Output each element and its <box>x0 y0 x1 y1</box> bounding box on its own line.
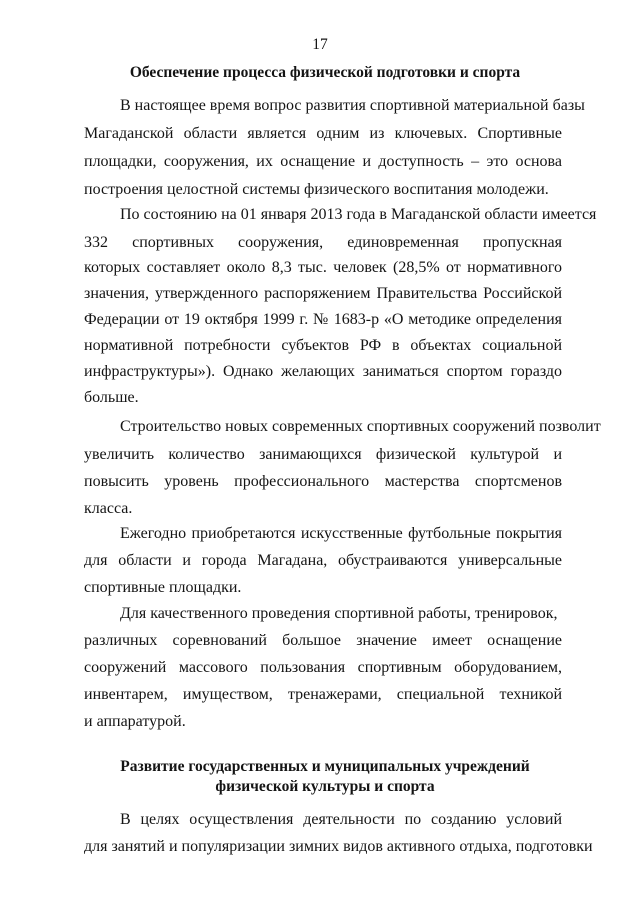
text-line: инвентарем, имуществом, тренажерами, специальной техникой <box>84 686 562 703</box>
text-line: больше. <box>84 389 139 406</box>
text-line: для области и города Магадана, обустраиваются универсальные <box>84 552 562 569</box>
text-line: Магаданской области является одним из ключевых. Спортивные <box>84 125 562 142</box>
text-line: и аппаратурой. <box>84 713 186 730</box>
text-line: В целях осуществления деятельности по созданию условий <box>120 811 562 828</box>
text-line: сооружений массового пользования спортивным оборудованием, <box>84 659 562 676</box>
text-line: повысить уровень профессионального мастерства спортсменов <box>84 473 562 490</box>
text-line: Для качественного проведения спортивной работы, тренировок, <box>120 605 558 622</box>
text-line: которых составляет около 8,3 тыс. человек (28,5% от нормативного <box>84 259 562 276</box>
text-line: Строительство новых современных спортивных сооружений позволит <box>120 418 601 435</box>
text-line: В настоящее время вопрос развития спортивной материальной базы <box>120 97 585 114</box>
text-line: площадки, сооружения, их оснащение и доступность – это основа <box>84 153 562 170</box>
text-line: Федерации от 19 октября 1999 г. № 1683-р «О методике определения <box>84 311 562 328</box>
text-line: класса. <box>84 500 133 517</box>
text-line: построения целостной системы физического воспитания молодежи. <box>84 181 549 198</box>
text-line: различных соревнований большое значение имеет оснащение <box>84 632 562 649</box>
text-line: Ежегодно приобретаются искусственные футбольные покрытия <box>120 525 562 542</box>
section-title-2-line1: Развитие государственных и муниципальных учреждений <box>120 758 530 775</box>
text-line: спортивные площадки. <box>84 579 242 596</box>
text-line: увеличить количество занимающихся физической культурой и <box>84 446 562 463</box>
text-line: инфраструктуры»). Однако желающих заниматься спортом гораздо <box>84 363 562 380</box>
text-line: По состоянию на 01 января 2013 года в Магаданской области имеется <box>120 206 597 223</box>
page-number: 17 <box>312 36 328 53</box>
text-line: 332 спортивных сооружения, единовременная пропускная <box>84 234 562 251</box>
text-line: нормативной потребности субъектов РФ в объектах социальной <box>84 337 562 354</box>
text-line: значения, утвержденного распоряжением Правительства Российской <box>84 285 562 302</box>
section-title-2-line2: физической культуры и спорта <box>215 778 435 795</box>
section-title-1: Обеспечение процесса физической подготовки и спорта <box>129 64 521 81</box>
text-line: для занятий и популяризации зимних видов активного отдыха, подготовки <box>84 838 593 855</box>
